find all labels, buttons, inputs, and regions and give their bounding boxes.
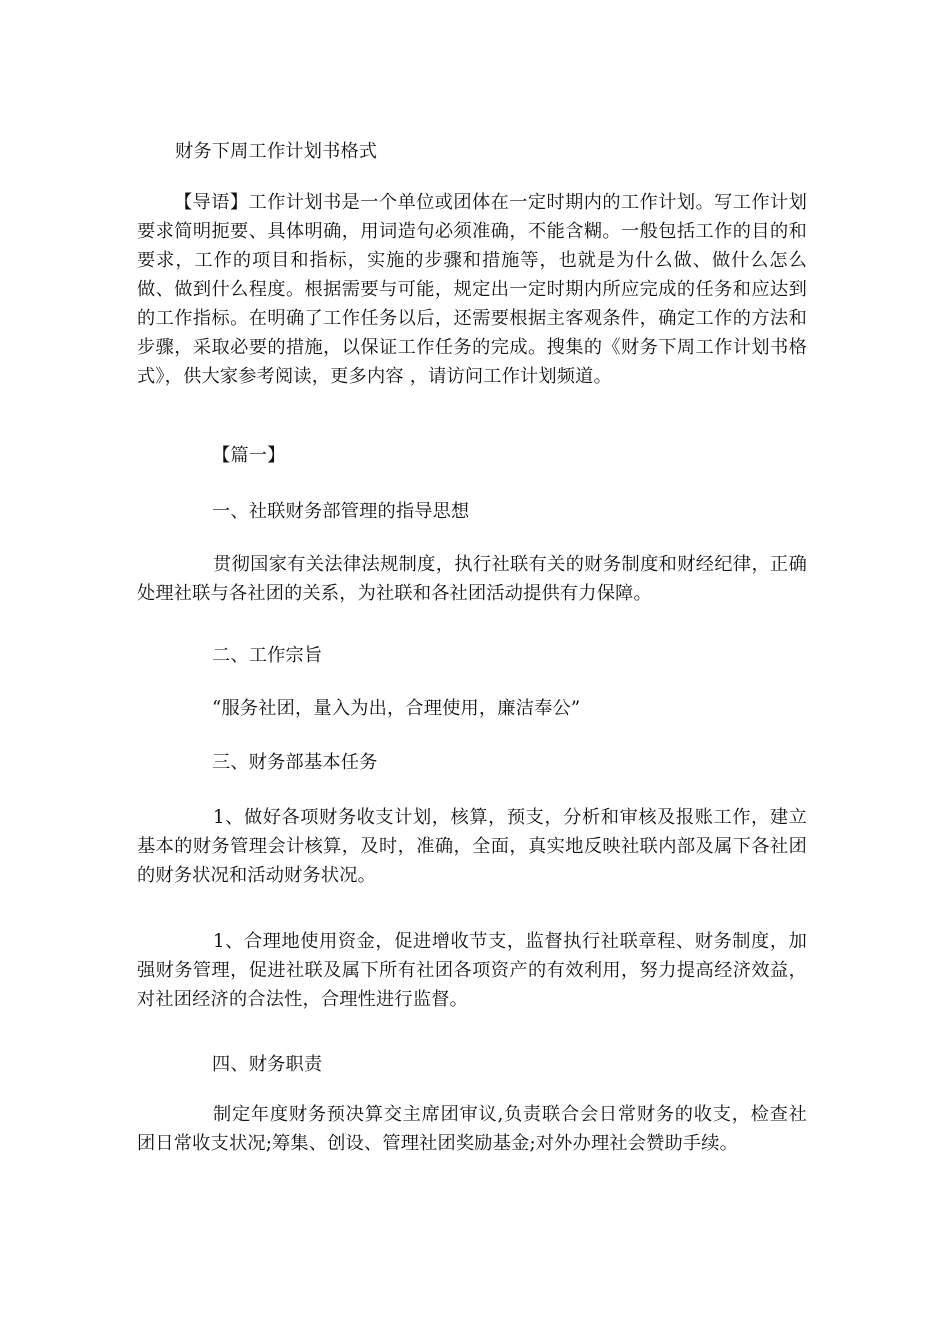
section-label: 【篇一】	[212, 445, 286, 466]
paragraph-finance-duties: 制定年度财务预决算交主席团审议,负责联合会日常财务的收支，检查社团日常收支状况;筹集、创设、管理社团奖励基金;对外办理社会赞助手续。	[137, 1104, 807, 1154]
heading-basic-tasks: 三、财务部基本任务	[212, 752, 378, 773]
heading-work-purpose: 二、工作宗旨	[212, 645, 323, 666]
paragraph-task-1: 1、做好各项财务收支计划，核算，预支，分析和审核及报账工作，建立基本的财务管理会计核算，及时，准确，全面，真实地反映社联内部及属下各社团的财务状况和活动财务状况。	[137, 807, 807, 886]
heading-guiding-principle: 一、社联财务部管理的指导思想	[212, 501, 470, 522]
paragraph-guiding-principle: 贯彻国家有关法律法规制度，执行社联有关的财务制度和财经纪律，正确处理社联与各社团的关系，为社联和各社团活动提供有力保障。	[137, 554, 807, 604]
intro-paragraph: 【导语】工作计划书是一个单位或团体在一定时期内的工作计划。写工作计划要求简明扼要、具体明确，用词造句必须准确，不能含糊。一般包括工作的目的和要求，工作的项目和指标，实施的步骤和措施等，也就是为什么做、做什么怎么做、做到什么程度。根据需要与可能，规定出一定时期内所应完成的任务和应达到的工作指标。在明确了工作任务以后，还需要根据主客观条件，确定工作的方法和步骤，采取必要的措施，以保证工作任务的完成。搜集的《财务下周工作计划书格式》，供大家参考阅读，更多内容 ，请访问工作计划频道。	[137, 192, 807, 387]
paragraph-task-2: 1、合理地使用资金，促进增收节支，监督执行社联章程、财务制度，加强财务管理，促进社联及属下所有社团各项资产的有效利用，努力提高经济效益，对社团经济的合法性，合理性进行监督。	[137, 931, 807, 1010]
document-title: 财务下周工作计划书格式	[175, 141, 378, 162]
heading-finance-duties: 四、财务职责	[212, 1054, 323, 1075]
quote-work-purpose: “服务社团，量入为出，合理使用，廉洁奉公”	[212, 698, 581, 719]
